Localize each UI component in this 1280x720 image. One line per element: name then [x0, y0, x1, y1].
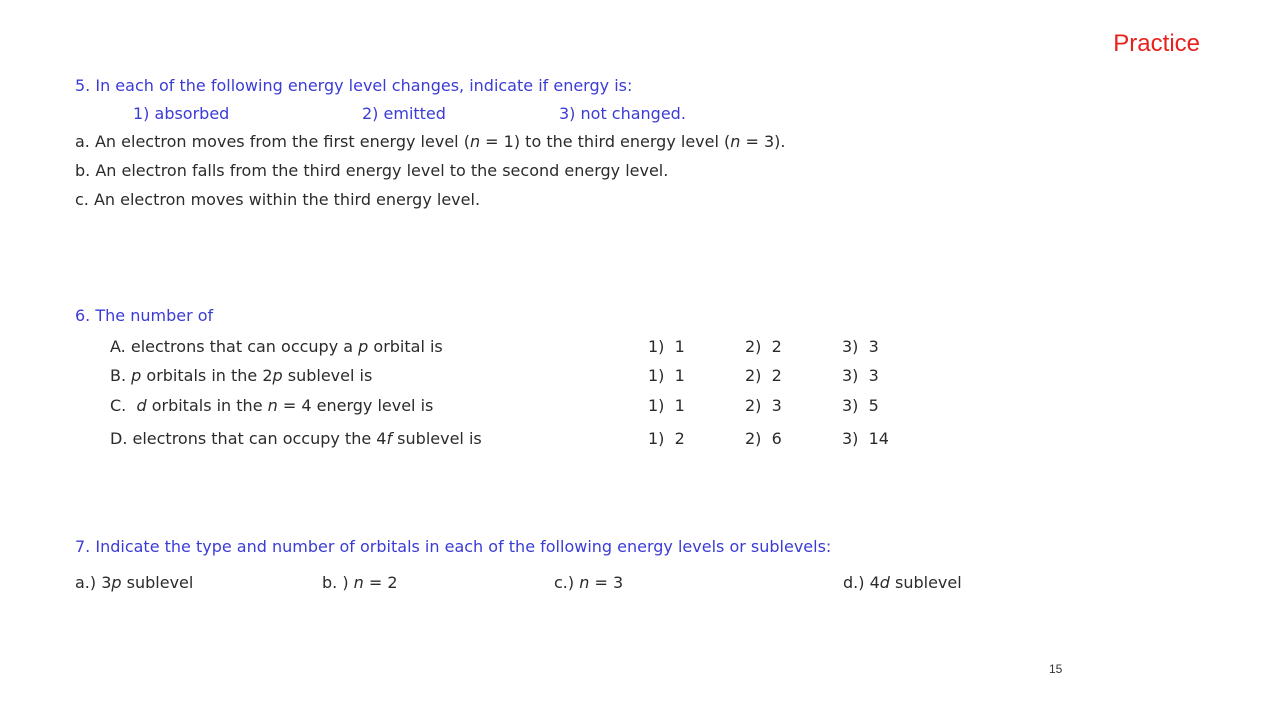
q6-row-d-letter: D. [110, 429, 128, 448]
q6-row-a-text1: electrons that can occupy a [130, 337, 359, 356]
q7-item-c-post: = 3 [589, 573, 624, 592]
q5-option-3: 3) not changed. [559, 104, 686, 123]
q5-option-2: 2) emitted [362, 104, 446, 123]
q7-item-d-italic: d [879, 573, 890, 592]
q7-item-a-post: sublevel [121, 573, 194, 592]
q6-prompt: 6. The number of [75, 306, 214, 325]
q5-item-a-pre: a. An electron moves from the first energy level ( [75, 132, 470, 151]
q6-row-b-option-3: 3) 3 [842, 366, 879, 385]
q5-item-b: b. An electron falls from the third energy level to the second energy level. [75, 161, 669, 180]
q6-row-b-option-2: 2) 2 [745, 366, 782, 385]
q6-row-c-option-2: 2) 3 [745, 396, 782, 415]
q7-item-b-pre: b. ) [322, 573, 354, 592]
q5-prompt: 5. In each of the following energy level changes, indicate if energy is: [75, 76, 633, 95]
slide-title: Practice [1113, 30, 1200, 57]
q6-row-d-option-3: 3) 14 [842, 429, 889, 448]
q5-item-a-n2: n [730, 132, 741, 151]
q6-row-b-italic2: p [272, 366, 283, 385]
q5-item-a-post: = 3). [740, 132, 786, 151]
q6-row-b-option-1: 1) 1 [648, 366, 685, 385]
q6-row-a-question [110, 337, 443, 356]
q5-item-a-n1: n [469, 132, 481, 151]
q6-row-a-letter: A. [110, 337, 126, 356]
q5-option-1: 1) absorbed [133, 104, 230, 123]
q6-row-b-letter: B. [110, 366, 127, 385]
q7-item-a-italic: p [111, 573, 122, 592]
q5-item-a [75, 132, 786, 151]
q7-item-a-pre: a.) 3 [75, 573, 112, 592]
q7-item-b-italic: n [353, 573, 364, 592]
q6-row-c-text1: orbitals in the [146, 396, 268, 415]
q6-row-b-text2: sublevel is [282, 366, 373, 385]
q6-row-a-option-2: 2) 2 [745, 337, 782, 356]
q7-item-b [322, 573, 398, 592]
q7-item-c-pre: c.) [554, 573, 580, 592]
q7-item-b-post: = 2 [363, 573, 398, 592]
q6-row-a-italic: p [358, 337, 369, 356]
q6-row-c-question [110, 396, 433, 415]
q6-row-b-text1: orbitals in the 2 [141, 366, 273, 385]
q7-item-d [843, 573, 962, 592]
q6-row-c-option-3: 3) 5 [842, 396, 879, 415]
q6-row-c-option-1: 1) 1 [648, 396, 685, 415]
q6-row-c-text2: = 4 energy level is [277, 396, 434, 415]
q5-item-a-mid: = 1) to the third energy level ( [480, 132, 731, 151]
q6-row-c-italic1: d [136, 396, 147, 415]
q7-item-a [75, 573, 193, 592]
q6-row-d-question [110, 429, 482, 448]
q6-row-d-italic: f [386, 429, 393, 448]
q6-row-c-letter: C. [110, 396, 127, 415]
q6-row-b-italic1: p [131, 366, 142, 385]
q6-row-a-text2: orbital is [368, 337, 443, 356]
q7-item-c-italic: n [579, 573, 590, 592]
q6-row-a-option-1: 1) 1 [648, 337, 685, 356]
q6-row-a-option-3: 3) 3 [842, 337, 879, 356]
q7-item-d-post: sublevel [889, 573, 962, 592]
q7-item-c [554, 573, 623, 592]
q5-item-c: c. An electron moves within the third energy level. [75, 190, 481, 209]
q6-row-b-question [110, 366, 372, 385]
q6-row-d-text2: sublevel is [392, 429, 482, 448]
q6-row-d-option-1: 1) 2 [648, 429, 685, 448]
page-number: 15 [1049, 662, 1063, 676]
q7-item-d-pre: d.) 4 [843, 573, 880, 592]
q6-row-d-text1: electrons that can occupy the 4 [132, 429, 387, 448]
q6-row-d-option-2: 2) 6 [745, 429, 782, 448]
q6-row-c-italic2: n [267, 396, 278, 415]
q7-prompt: 7. Indicate the type and number of orbitals in each of the following energy levels or sublevels: [75, 537, 832, 556]
